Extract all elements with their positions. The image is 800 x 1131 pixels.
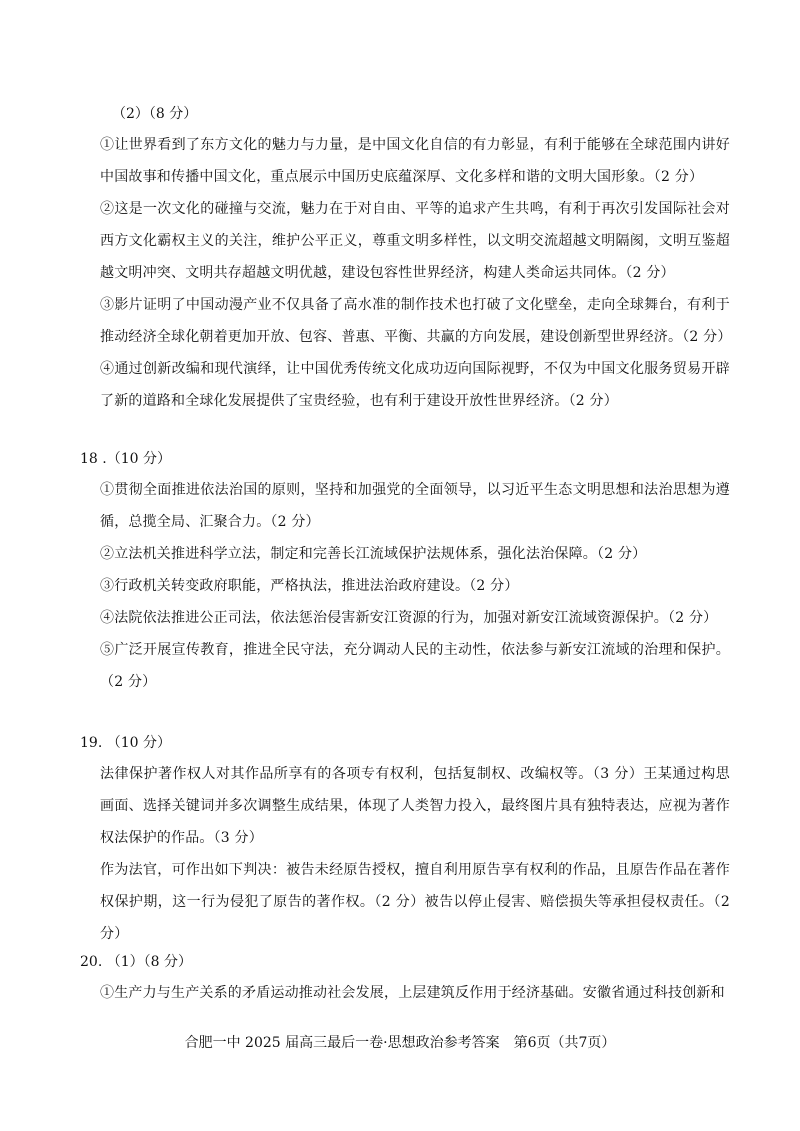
- section-heading: （2）（8 分）: [112, 106, 198, 122]
- answer-paragraph: 法律保护著作权人对其作品所享有的各项专有权利，包括复制权、改编权等。（3 分）王某通过构思画面、选择关键词并多次调整生成结果，体现了人类智力投入，最终图片具有独特表达，应视为著作权法保护的作品。（3 分）: [100, 766, 730, 846]
- answer-paragraph: ①让世界看到了东方文化的魅力与力量，是中国文化自信的有力彰显，有利于能够在全球范围内讲好中国故事和传播中国文化，重点展示中国历史底蕴深厚、文化多样和谐的文明大国形象。（2 分）: [100, 137, 730, 185]
- answer-paragraph: ②这是一次文化的碰撞与交流，魅力在于对自由、平等的追求产生共鸣，有利于再次引发国际社会对西方文化霸权主义的关注，维护公平正义，尊重文明多样性，以文明交流超越文明隔阂，文明互鉴超越文明冲突、文明共存超越文明优越，建设包容性世界经济，构建人类命运共同体。（2 分）: [100, 201, 730, 281]
- section-heading: 18 .（10 分）: [80, 451, 171, 467]
- page-footer: 合肥一中 2025 届高三最后一卷·思想政治参考答案 第6页（共7页）: [184, 1035, 616, 1051]
- section-heading: 19. （10 分）: [80, 735, 171, 751]
- answer-paragraph: ①贯彻全面推进依法治国的原则，坚持和加强党的全面领导，以习近平生态文明思想和法治思想为遵循，总揽全局、汇聚合力。（2 分）: [100, 482, 730, 530]
- answer-paragraph: ③行政机关转变政府职能，严格执法，推进法治政府建设。（2 分）: [100, 578, 519, 594]
- answer-paragraph: ④通过创新改编和现代演绎，让中国优秀传统文化成功迈向国际视野，不仅为中国文化服务贸易开辟了新的道路和全球化发展提供了宝贵经验，也有利于建设开放性世界经济。（2 分）: [100, 361, 730, 409]
- answer-paragraph: ①生产力与生产关系的矛盾运动推动社会发展，上层建筑反作用于经济基础。安徽省通过科技创新和: [100, 985, 725, 1001]
- section-heading: 20. （1）（8 分）: [80, 954, 192, 970]
- answer-paragraph: ②立法机关推进科学立法，制定和完善长江流域保护法规体系，强化法治保障。（2 分）: [100, 546, 647, 562]
- answer-paragraph: ④法院依法推进公正司法，依法惩治侵害新安江资源的行为，加强对新安江流域资源保护。（2 分）: [100, 610, 718, 626]
- answer-paragraph: ⑤广泛开展宣传教育，推进全民守法，充分调动人民的主动性，依法参与新安江流域的治理和保护。（2 分）: [100, 642, 730, 690]
- answer-paragraph: 作为法官，可作出如下判决：被告未经原告授权，擅自利用原告享有权利的作品，且原告作品在著作权保护期，这一行为侵犯了原告的著作权。（2 分）被告以停止侵害、赔偿损失等承担侵权责任。（2 分）: [100, 862, 730, 942]
- answer-paragraph: ③影片证明了中国动漫产业不仅具备了高水准的制作技术也打破了文化壁垒，走向全球舞台，有利于推动经济全球化朝着更加开放、包容、普惠、平衡、共赢的方向发展，建设创新型世界经济。（2 分）: [100, 297, 732, 345]
